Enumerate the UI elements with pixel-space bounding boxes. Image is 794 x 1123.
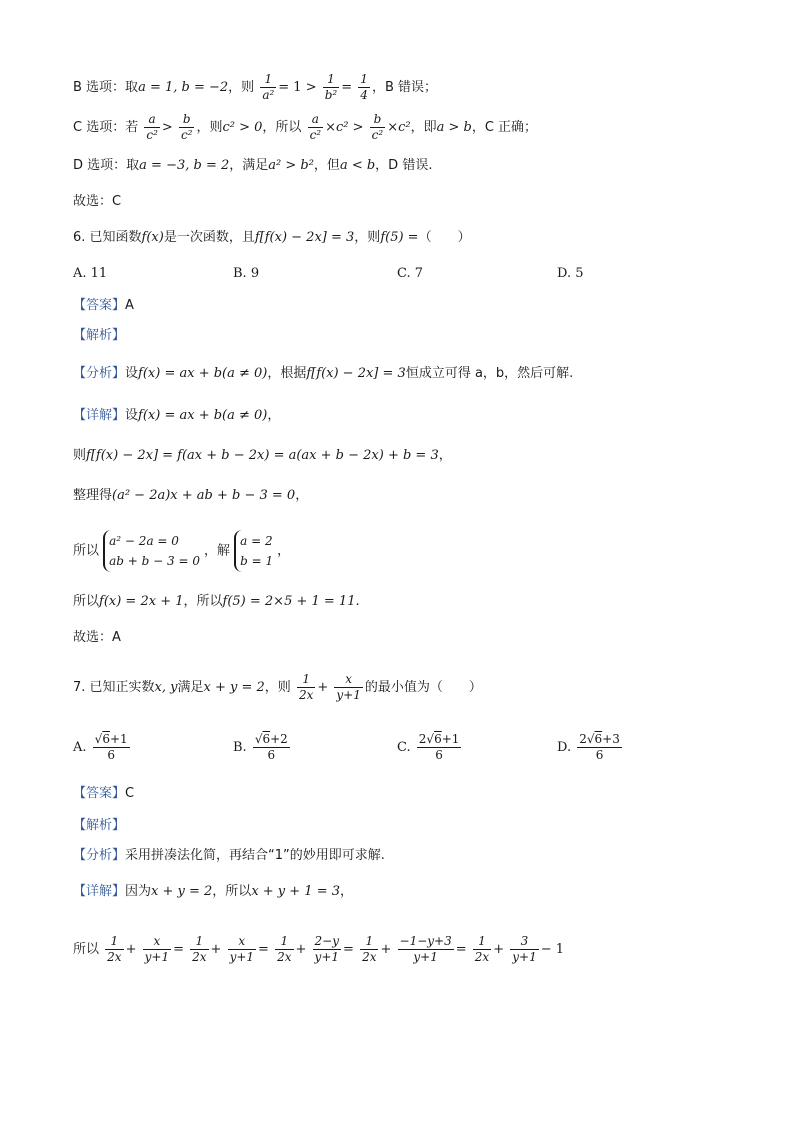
- analysis-summary: 【分析】采用拼凑法化简，再结合“1”的妙用即可求解.: [73, 848, 385, 863]
- question-6-stem: 6. 已知函数f(x)是一次函数，且f[f(x) − 2x] = 3，则f(5) =（ ）: [73, 230, 471, 245]
- fraction: $\frac{b}{\text{c²}}$: [371, 112, 384, 142]
- detail-line: 【详解】因为x + y = 2，所以x + y + 1 = 3，: [73, 884, 354, 899]
- detail-step: 整理得(a² − 2a)x + ab + b − 3 = 0，: [73, 488, 309, 503]
- option-a: A. 11: [73, 266, 108, 281]
- option-a: A. $\frac{√6+1}{6}$: [73, 732, 128, 762]
- equation-system: a² − 2a = 0 ab + b − 3 = 0: [103, 530, 204, 572]
- detail-step: 则f[f(x) − 2x] = f(ax + b − 2x) = a(ax + b − 2x) + b = 3，: [73, 448, 452, 463]
- detail-step: 所以 a² − 2a = 0 ab + b − 3 = 0 ，解 a = 2 b = 1 ，: [73, 530, 290, 572]
- question-7-stem: 7. 已知正实数x, y满足x + y = 2，则 $\frac{1}{2x}$ + $\frac{x}{y+1}$ 的最小值为（ ）: [73, 672, 482, 702]
- analysis-summary: 【分析】设f(x) = ax + b(a ≠ 0)，根据f[f(x) − 2x] = 3恒成立可得 a，b，然后可解.: [73, 366, 574, 381]
- option-d-analysis: D 选项：取a = −3, b = 2，满足a² > b²，但a < b，D 错误.: [73, 158, 433, 173]
- analysis-heading: 【解析】: [73, 818, 126, 833]
- fraction: $\frac{1}{2x}$: [298, 672, 314, 702]
- answer-line: 【答案】A: [73, 298, 134, 313]
- fraction: $\frac{a}{\text{c²}}$: [309, 112, 322, 142]
- option-b: B. 9: [233, 266, 260, 281]
- fraction: $\frac{a}{\text{c²}}$: [146, 112, 158, 142]
- option-c-analysis: C 选项：若 $\frac{a}{\text{c²}}$ > $\frac{b}{\text{c²}}$ ，则c² > 0，所以 $\frac{a}{\text{c²}}$ ×c² > $\frac{b}{\text{c²}}$ ×c²，即a > b，C 正确；: [73, 112, 538, 142]
- option-d: D. 5: [557, 266, 584, 281]
- detail-step: 所以f(x) = 2x + 1，所以f(5) = 2×5 + 1 = 11.: [73, 594, 360, 609]
- fraction: $\frac{b}{\text{c²}}$: [180, 112, 193, 142]
- option-d: D. $\frac{2√6+3}{6}$: [557, 732, 620, 762]
- fraction: $\frac{1}{\text{a²}}$: [262, 72, 275, 102]
- choice-line: 故选：A: [73, 630, 121, 645]
- detail-step: 所以 $\frac{1}{2x}$ + $\frac{x}{y+1}$ = $\frac{1}{2x}$ + $\frac{x}{y+1}$ = $\frac{1}{2x}$ + $\frac{2-y}{y+1}$ = $\frac{1}{2x}$ + $\frac{-1-y+3}{y+1}$ = $\frac{1}{2x}$ + $\frac{3}{y+1}$ − 1: [73, 934, 564, 964]
- detail-line: 【详解】设f(x) = ax + b(a ≠ 0)，: [73, 408, 281, 423]
- answer-line: 【答案】C: [73, 786, 135, 801]
- analysis-heading: 【解析】: [73, 328, 126, 343]
- choice-line: 故选：C: [73, 194, 122, 209]
- option-c: C. 7: [397, 266, 424, 281]
- equation-system: a = 2 b = 1: [234, 530, 277, 572]
- fraction: $\frac{x}{y+1}$: [336, 672, 361, 702]
- option-c: C. $\frac{2√6+1}{6}$: [397, 732, 460, 762]
- option-b: B. $\frac{√6+2}{6}$: [233, 732, 288, 762]
- fraction: $\frac{1}{\text{b²}}$: [324, 72, 338, 102]
- option-b-analysis: B 选项：取a = 1, b = −2，则 $\frac{1}{\text{a²}}$ = 1 > $\frac{1}{\text{b²}}$ = $\frac{1}{4}$ ，B 错误；: [73, 72, 437, 102]
- fraction: $\frac{1}{4}$: [360, 72, 368, 102]
